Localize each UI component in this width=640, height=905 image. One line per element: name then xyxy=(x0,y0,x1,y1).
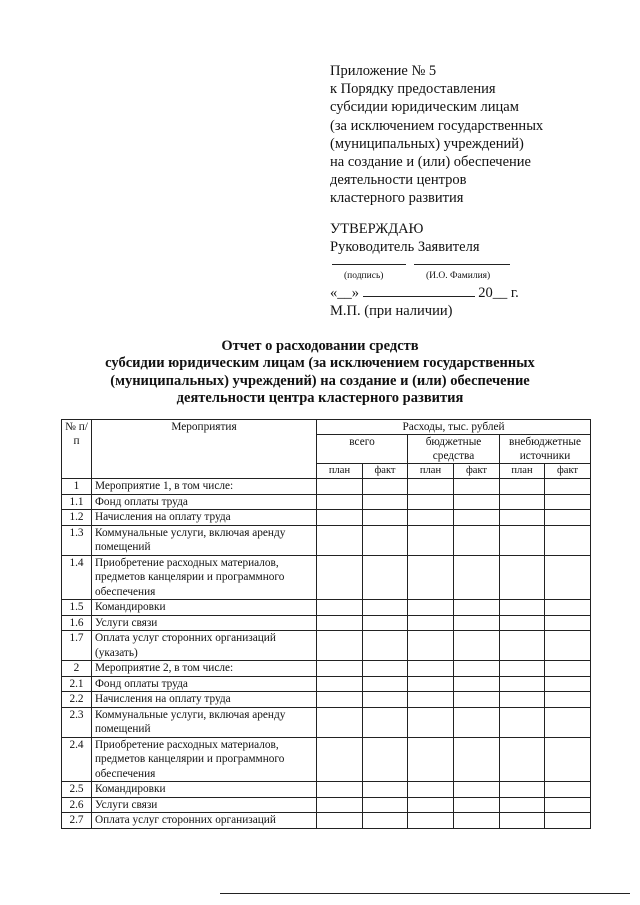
row-activity: Мероприятие 1, в том числе: xyxy=(92,479,317,495)
row-number: 2.7 xyxy=(62,813,92,829)
row-activity: Услуги связи xyxy=(92,615,317,631)
cell-budget-fact[interactable] xyxy=(454,615,500,631)
cell-extra-fact[interactable] xyxy=(545,661,591,677)
cell-total-fact[interactable] xyxy=(363,661,408,677)
table-row xyxy=(62,631,591,661)
header-fact: факт xyxy=(363,464,408,479)
header-fact: факт xyxy=(545,464,591,479)
row-number: 2.4 xyxy=(62,737,92,782)
table-row xyxy=(62,813,591,829)
cell-extra-plan[interactable] xyxy=(500,813,545,829)
cell-budget-fact[interactable] xyxy=(454,494,500,510)
cell-extra-fact[interactable] xyxy=(545,479,591,495)
cell-total-plan[interactable] xyxy=(317,813,363,829)
cell-budget-fact[interactable] xyxy=(454,707,500,737)
header-total: всего xyxy=(317,435,408,464)
table-row xyxy=(62,525,591,555)
cell-total-fact[interactable] xyxy=(363,525,408,555)
header-row xyxy=(62,420,591,435)
table-row xyxy=(62,707,591,737)
cell-total-fact[interactable] xyxy=(363,555,408,600)
row-number: 1 xyxy=(62,479,92,495)
cell-budget-plan[interactable] xyxy=(408,676,454,692)
cell-total-plan[interactable] xyxy=(317,737,363,782)
cell-total-plan[interactable] xyxy=(317,676,363,692)
header-extra: внебюджетные источники xyxy=(500,435,591,464)
approval-block xyxy=(330,220,630,320)
row-number: 2.6 xyxy=(62,797,92,813)
appendix-line: (за исключением государственных xyxy=(330,117,544,134)
cell-total-fact[interactable] xyxy=(363,479,408,495)
header-activity: Мероприятия xyxy=(92,420,317,479)
row-number: 1.1 xyxy=(62,494,92,510)
cell-total-plan[interactable] xyxy=(317,797,363,813)
cell-budget-fact[interactable] xyxy=(454,479,500,495)
cell-total-fact[interactable] xyxy=(363,797,408,813)
appendix-line: субсидии юридическим лицам xyxy=(330,99,519,116)
cell-total-fact[interactable] xyxy=(363,494,408,510)
cell-extra-fact[interactable] xyxy=(545,525,591,555)
header-budget: бюджетные средства xyxy=(408,435,500,464)
row-activity: Начисления на оплату труда xyxy=(92,692,317,708)
cell-total-fact[interactable] xyxy=(363,631,408,661)
row-activity: Приобретение расходных материалов, предметов канцелярии и программного обеспечения xyxy=(92,737,317,782)
row-number: 1.7 xyxy=(62,631,92,661)
approval-role: Руководитель Заявителя xyxy=(330,239,480,255)
cell-extra-plan[interactable] xyxy=(500,525,545,555)
report-title-line: (муниципальных) учреждений) на создание и (или) обеспечение xyxy=(110,372,530,389)
row-activity: Командировки xyxy=(92,782,317,798)
table-row xyxy=(62,782,591,798)
signature-caption: (подпись) xyxy=(344,271,384,281)
date-year: 20__ г. xyxy=(478,285,519,301)
cell-extra-fact[interactable] xyxy=(545,813,591,829)
cell-total-plan[interactable] xyxy=(317,525,363,555)
cell-extra-fact[interactable] xyxy=(545,782,591,798)
date-day: «__» xyxy=(330,285,359,301)
stamp-note: М.П. (при наличии) xyxy=(330,303,453,319)
cell-budget-fact[interactable] xyxy=(454,782,500,798)
cell-budget-fact[interactable] xyxy=(454,737,500,782)
cell-extra-fact[interactable] xyxy=(545,510,591,526)
table-row xyxy=(62,555,591,600)
cell-total-fact[interactable] xyxy=(363,782,408,798)
cell-budget-fact[interactable] xyxy=(454,813,500,829)
report-title xyxy=(60,338,580,408)
approval-heading: УТВЕРЖДАЮ xyxy=(330,221,424,237)
cell-budget-plan[interactable] xyxy=(408,692,454,708)
cell-budget-fact[interactable] xyxy=(454,797,500,813)
row-number: 1.4 xyxy=(62,555,92,600)
cell-budget-fact[interactable] xyxy=(454,555,500,600)
cell-extra-fact[interactable] xyxy=(545,631,591,661)
date-line xyxy=(330,284,630,302)
appendix-line: на создание и (или) обеспечение xyxy=(330,154,531,171)
cell-budget-fact[interactable] xyxy=(454,661,500,677)
table-row xyxy=(62,797,591,813)
cell-total-plan[interactable] xyxy=(317,615,363,631)
cell-total-plan[interactable] xyxy=(317,661,363,677)
table-row xyxy=(62,600,591,616)
appendix-line: кластерного развития xyxy=(330,190,464,207)
row-activity: Коммунальные услуги, включая аренду помещений xyxy=(92,525,317,555)
row-activity: Оплата услуг сторонних организаций (указать) xyxy=(92,631,317,661)
header-expenses: Расходы, тыс. рублей xyxy=(317,420,591,435)
table-row xyxy=(62,479,591,495)
signature-row xyxy=(330,256,630,284)
cell-total-fact[interactable] xyxy=(363,676,408,692)
cell-extra-fact[interactable] xyxy=(545,615,591,631)
row-number: 1.3 xyxy=(62,525,92,555)
cell-extra-plan[interactable] xyxy=(500,661,545,677)
cell-extra-plan[interactable] xyxy=(500,555,545,600)
report-title-line: субсидии юридическим лицам (за исключением государственных xyxy=(105,355,535,372)
row-number: 2.2 xyxy=(62,692,92,708)
row-number: 2.1 xyxy=(62,676,92,692)
appendix-line: деятельности центров xyxy=(330,172,467,189)
cell-budget-plan[interactable] xyxy=(408,600,454,616)
cell-extra-fact[interactable] xyxy=(545,494,591,510)
cell-budget-plan[interactable] xyxy=(408,525,454,555)
cell-extra-fact[interactable] xyxy=(545,707,591,737)
cell-extra-plan[interactable] xyxy=(500,600,545,616)
cell-budget-plan[interactable] xyxy=(408,555,454,600)
cell-budget-plan[interactable] xyxy=(408,631,454,661)
cell-budget-fact[interactable] xyxy=(454,600,500,616)
row-activity: Коммунальные услуги, включая аренду помещений xyxy=(92,707,317,737)
row-activity: Оплата услуг сторонних организаций xyxy=(92,813,317,829)
table-row xyxy=(62,692,591,708)
cell-budget-fact[interactable] xyxy=(454,510,500,526)
header-fact: факт xyxy=(454,464,500,479)
row-number: 2 xyxy=(62,661,92,677)
header-plan: план xyxy=(500,464,545,479)
cell-budget-plan[interactable] xyxy=(408,479,454,495)
cell-budget-fact[interactable] xyxy=(454,631,500,661)
cell-budget-plan[interactable] xyxy=(408,707,454,737)
cell-total-fact[interactable] xyxy=(363,813,408,829)
cell-extra-fact[interactable] xyxy=(545,797,591,813)
cell-budget-plan[interactable] xyxy=(408,797,454,813)
row-number: 2.5 xyxy=(62,782,92,798)
row-number: 1.6 xyxy=(62,615,92,631)
cell-budget-plan[interactable] xyxy=(408,737,454,782)
cell-total-fact[interactable] xyxy=(363,692,408,708)
cell-budget-fact[interactable] xyxy=(454,692,500,708)
cell-extra-plan[interactable] xyxy=(500,631,545,661)
row-number: 1.2 xyxy=(62,510,92,526)
row-activity: Фонд оплаты труда xyxy=(92,494,317,510)
cell-extra-plan[interactable] xyxy=(500,782,545,798)
header-number: № п/п xyxy=(62,420,92,479)
cell-total-plan[interactable] xyxy=(317,707,363,737)
signature-line xyxy=(332,264,406,265)
cell-extra-plan[interactable] xyxy=(500,615,545,631)
report-title-line: деятельности центра кластерного развития xyxy=(176,390,464,407)
cell-budget-plan[interactable] xyxy=(408,510,454,526)
report-title-line: Отчет о расходовании средств xyxy=(221,338,419,354)
table-row xyxy=(62,737,591,782)
name-caption: (И.О. Фамилия) xyxy=(426,271,491,281)
cell-extra-fact[interactable] xyxy=(545,737,591,782)
appendix-line: Приложение № 5 xyxy=(330,63,437,79)
cell-extra-fact[interactable] xyxy=(545,692,591,708)
cell-total-fact[interactable] xyxy=(363,600,408,616)
cell-total-plan[interactable] xyxy=(317,555,363,600)
cell-extra-fact[interactable] xyxy=(545,676,591,692)
row-activity: Приобретение расходных материалов, предметов канцелярии и программного обеспечения xyxy=(92,555,317,600)
header-plan: план xyxy=(408,464,454,479)
cell-total-fact[interactable] xyxy=(363,615,408,631)
appendix-line: (муниципальных) учреждений) xyxy=(330,135,524,152)
cell-budget-plan[interactable] xyxy=(408,494,454,510)
cell-budget-plan[interactable] xyxy=(408,813,454,829)
cell-total-plan[interactable] xyxy=(317,692,363,708)
expense-report-table xyxy=(61,419,591,829)
cell-extra-plan[interactable] xyxy=(500,510,545,526)
cell-total-fact[interactable] xyxy=(363,737,408,782)
table-row xyxy=(62,661,591,677)
header-plan: план xyxy=(317,464,363,479)
row-number: 2.3 xyxy=(62,707,92,737)
cell-total-fact[interactable] xyxy=(363,510,408,526)
cell-extra-plan[interactable] xyxy=(500,797,545,813)
row-activity: Мероприятие 2, в том числе: xyxy=(92,661,317,677)
row-activity: Услуги связи xyxy=(92,797,317,813)
cell-budget-plan[interactable] xyxy=(408,615,454,631)
cell-extra-plan[interactable] xyxy=(500,737,545,782)
cell-total-plan[interactable] xyxy=(317,631,363,661)
appendix-line: к Порядку предоставления xyxy=(330,81,496,98)
row-activity: Командировки xyxy=(92,600,317,616)
name-line xyxy=(414,264,510,265)
appendix-block xyxy=(330,62,630,208)
cell-extra-plan[interactable] xyxy=(500,692,545,708)
table-row xyxy=(62,615,591,631)
cell-extra-fact[interactable] xyxy=(545,600,591,616)
row-number: 1.5 xyxy=(62,600,92,616)
cell-extra-plan[interactable] xyxy=(500,676,545,692)
cell-total-plan[interactable] xyxy=(317,782,363,798)
cell-budget-plan[interactable] xyxy=(408,661,454,677)
cell-extra-plan[interactable] xyxy=(500,707,545,737)
cell-budget-fact[interactable] xyxy=(454,525,500,555)
cell-total-plan[interactable] xyxy=(317,494,363,510)
date-month-line xyxy=(363,284,475,297)
cell-budget-fact[interactable] xyxy=(454,676,500,692)
table-row xyxy=(62,676,591,692)
cell-total-plan[interactable] xyxy=(317,510,363,526)
cell-total-plan[interactable] xyxy=(317,600,363,616)
table-row xyxy=(62,510,591,526)
cell-extra-plan[interactable] xyxy=(500,494,545,510)
cell-extra-fact[interactable] xyxy=(545,555,591,600)
row-activity: Фонд оплаты труда xyxy=(92,676,317,692)
page-bottom-rule xyxy=(220,893,630,894)
cell-total-fact[interactable] xyxy=(363,707,408,737)
cell-budget-plan[interactable] xyxy=(408,782,454,798)
cell-extra-plan[interactable] xyxy=(500,479,545,495)
cell-total-plan[interactable] xyxy=(317,479,363,495)
row-activity: Начисления на оплату труда xyxy=(92,510,317,526)
table-row xyxy=(62,494,591,510)
